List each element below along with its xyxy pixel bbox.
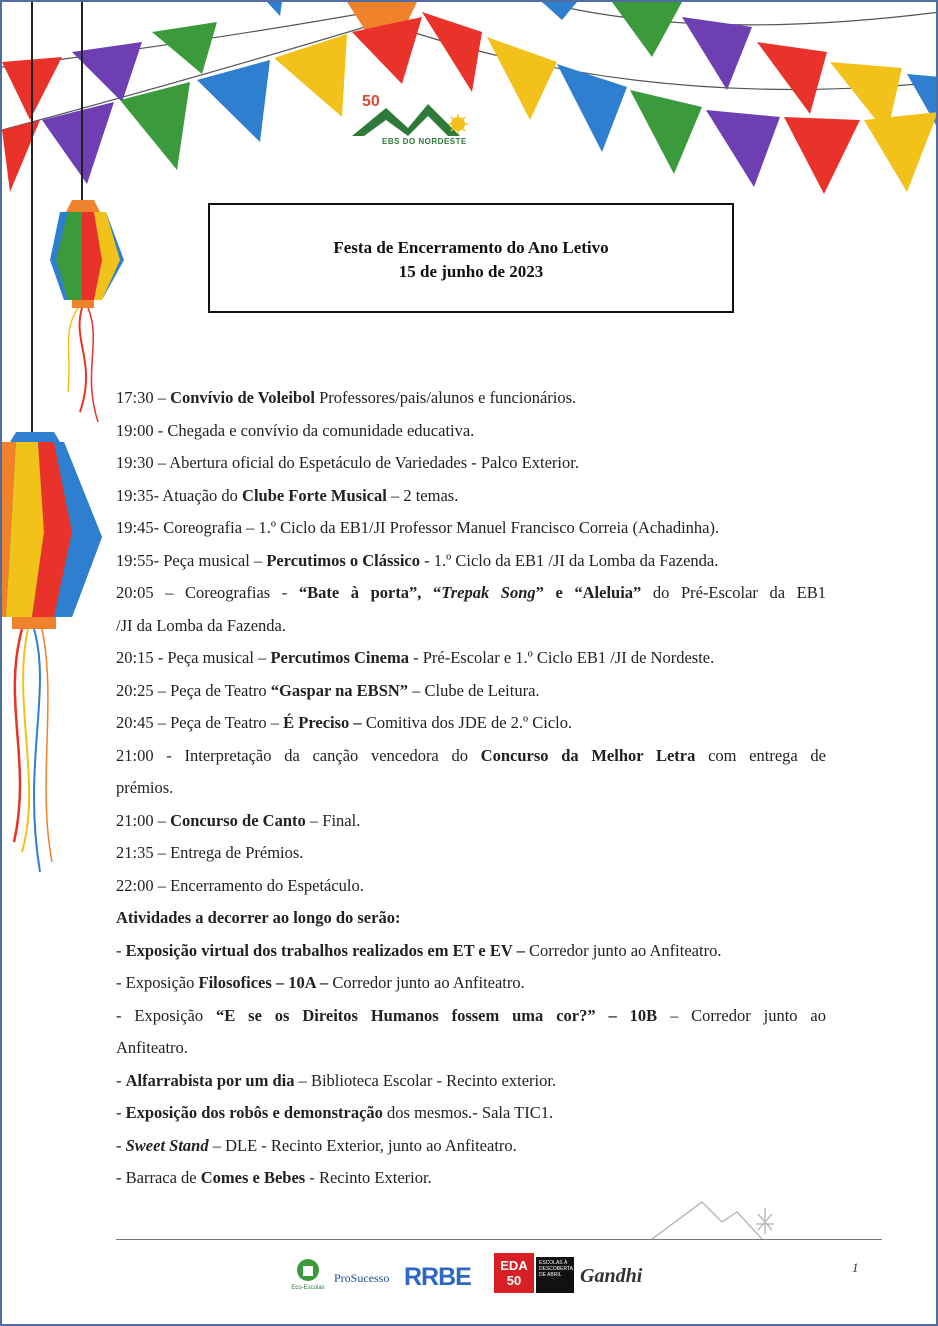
text-run: “Bate à porta”, “ <box>298 583 442 602</box>
escolas-descoberta-logo: ESCOLAS À DESCOBERTA DE ABRIL <box>536 1257 574 1293</box>
schedule-time: 21:00 – <box>116 810 171 830</box>
schedule-item <box>116 480 826 513</box>
text-run: “E se os Direitos Humanos fossem uma cor?” – 10B <box>216 1005 658 1025</box>
text-run: Corredor junto ao Anfiteatro. <box>524 940 722 960</box>
text-run: Abertura oficial do Espetáculo de Variedades - Palco Exterior. <box>169 453 579 472</box>
text-run: Comes e Bebes <box>200 1168 306 1187</box>
event-date: 15 de junho de 2023 <box>398 262 544 281</box>
text-run: - Recinto Exterior. <box>305 1168 432 1187</box>
text-run: Professores/pais/alunos e funcionários. <box>314 388 577 407</box>
text-run: Comitiva dos JDE de 2.º Ciclo. <box>361 713 573 732</box>
schedule-time: 21:35 – <box>116 843 171 862</box>
gandhi-logo: Gandhi <box>580 1265 643 1287</box>
text-run: Entrega de Prémios. <box>170 843 304 862</box>
text-run: – 2 temas. <box>386 485 459 505</box>
footer-logos <box>288 1247 668 1297</box>
text-run: - <box>116 1103 126 1122</box>
schedule-item <box>116 675 826 708</box>
schedule-item <box>116 707 826 740</box>
activities-heading: Atividades a decorrer ao longo do serão: <box>116 908 401 927</box>
footer-divider <box>116 1239 882 1240</box>
activity-item <box>116 1000 826 1033</box>
schedule-time: 21:00 - <box>116 745 185 765</box>
text-run: É Preciso – <box>283 713 362 732</box>
schedule-item <box>116 642 826 675</box>
schedule-item <box>116 805 826 838</box>
text-run: - Barraca de <box>116 1168 201 1187</box>
text-run: Filosofices – 10A – <box>198 973 329 992</box>
lantern-large-icon <box>2 432 102 872</box>
schedule-time: 19:35- <box>116 485 163 505</box>
text-run: - <box>116 1135 126 1155</box>
schedule-item <box>116 382 826 415</box>
text-run: Corredor junto ao Anfiteatro. <box>328 973 525 992</box>
activity-item <box>116 1032 826 1065</box>
text-run: - Exposição <box>116 1005 217 1025</box>
activity-item <box>116 1097 826 1130</box>
lantern-small-icon <box>50 200 124 422</box>
rrbe-logo: RRBE <box>404 1263 471 1291</box>
schedule-item <box>116 870 826 903</box>
schedule-time: 19:30 – <box>116 453 170 472</box>
text-run: /JI da Lomba da Fazenda. <box>116 615 286 635</box>
schedule-time: 19:45- <box>116 518 164 537</box>
text-run: ” e “Aleluia” <box>535 583 642 602</box>
text-run: Percutimos Cinema <box>270 648 409 667</box>
text-run: Encerramento do Espetáculo. <box>170 875 364 895</box>
prosucesso-logo: ProSucesso <box>334 1271 390 1285</box>
text-run: - <box>116 940 126 960</box>
schedule-time: 20:15 - <box>116 648 168 667</box>
schedule-time: 17:30 – <box>116 388 171 407</box>
text-run: Convívio de Voleibol <box>170 388 315 407</box>
text-run: – Clube de Leitura. <box>408 680 540 700</box>
text-run: - Pré-Escolar e 1.º Ciclo EB1 /JI de Nordeste. <box>408 648 715 667</box>
text-run: prémios. <box>116 778 174 797</box>
activity-item <box>116 935 826 968</box>
text-run: Atuação do <box>162 485 243 505</box>
text-run: Trepak Song <box>441 583 536 602</box>
schedule-time: 22:00 – <box>116 875 171 895</box>
page-number: 1 <box>852 1260 859 1275</box>
schedule-item <box>116 837 826 870</box>
text-run: do Pré-Escolar da EB1 <box>641 583 826 602</box>
schedule-item <box>116 577 826 610</box>
text-run: com entrega de <box>695 745 827 765</box>
text-run: - 1.º Ciclo da EB1 /JI da Lomba da Fazenda. <box>420 550 719 570</box>
text-run: Coreografias - <box>184 583 299 602</box>
text-run: - Exposição <box>116 973 199 992</box>
text-run: dos mesmos.- Sala TIC1. <box>382 1103 554 1122</box>
text-run: Exposição virtual dos trabalhos realizados em ET e EV – <box>125 940 525 960</box>
activity-item <box>116 1065 826 1098</box>
text-run: – DLE - Recinto Exterior, junto ao Anfiteatro. <box>208 1135 517 1155</box>
text-run: Peça de Teatro – <box>170 713 284 732</box>
text-run: Concurso da Melhor Letra <box>480 745 696 765</box>
text-run: Chegada e convívio da comunidade educativa. <box>167 420 475 440</box>
text-run: – Final. <box>305 810 361 830</box>
schedule-item <box>116 772 826 805</box>
schedule-item <box>116 610 826 643</box>
schedule-item <box>116 740 826 773</box>
svg-text:50: 50 <box>362 93 380 110</box>
eda-50-logo: EDA 50 <box>494 1253 534 1293</box>
text-run: – Biblioteca Escolar - Recinto exterior. <box>294 1070 557 1090</box>
text-run: - <box>116 1070 126 1090</box>
page-title: Festa de Encerramento do Ano Letivo <box>333 238 609 257</box>
schedule-list <box>116 382 826 902</box>
schedule-item <box>116 545 826 578</box>
text-run: Exposição dos robôs e demonstração <box>125 1103 383 1122</box>
schedule-time: 20:05 – <box>116 583 185 602</box>
schedule-time: 19:55- <box>116 550 164 570</box>
text-run: “Gaspar na EBSN” <box>270 680 409 700</box>
activities-list <box>116 935 826 1195</box>
text-run: Alfarrabista por um dia <box>125 1070 295 1090</box>
text-run: Anfiteatro. <box>116 1038 188 1057</box>
school-logo-label: EBS DO NORDESTE <box>382 137 467 146</box>
schedule-time: 20:25 – <box>116 680 171 700</box>
text-run: Sweet Stand <box>125 1135 209 1155</box>
eco-escolas-logo: Eco-Escolas <box>288 1257 328 1291</box>
schedule-item <box>116 512 826 545</box>
program-content <box>116 382 826 1195</box>
schedule-item <box>116 415 826 448</box>
activity-item <box>116 967 826 1000</box>
text-run: – Corredor junto ao <box>657 1005 826 1025</box>
activity-item <box>116 1162 826 1195</box>
text-run: Peça de Teatro <box>170 680 271 700</box>
text-run: Clube Forte Musical <box>242 485 387 505</box>
activity-item <box>116 1130 826 1163</box>
text-run: Peça musical – <box>163 550 267 570</box>
text-run: Percutimos o Clássico <box>266 550 420 570</box>
text-run: Interpretação da canção vencedora do <box>184 745 481 765</box>
mountain-sun-decoration <box>652 1194 802 1244</box>
eco-escolas-icon <box>295 1257 321 1283</box>
schedule-item <box>116 447 826 480</box>
text-run: Peça musical – <box>167 648 271 667</box>
schedule-time: 20:45 – <box>116 713 171 732</box>
text-run: Coreografia – 1.º Ciclo da EB1/JI Professor Manuel Francisco Correia (Achadinha). <box>163 518 720 537</box>
text-run: Concurso de Canto <box>170 810 306 830</box>
schedule-time: 19:00 - <box>116 420 168 440</box>
title-box <box>208 203 734 313</box>
